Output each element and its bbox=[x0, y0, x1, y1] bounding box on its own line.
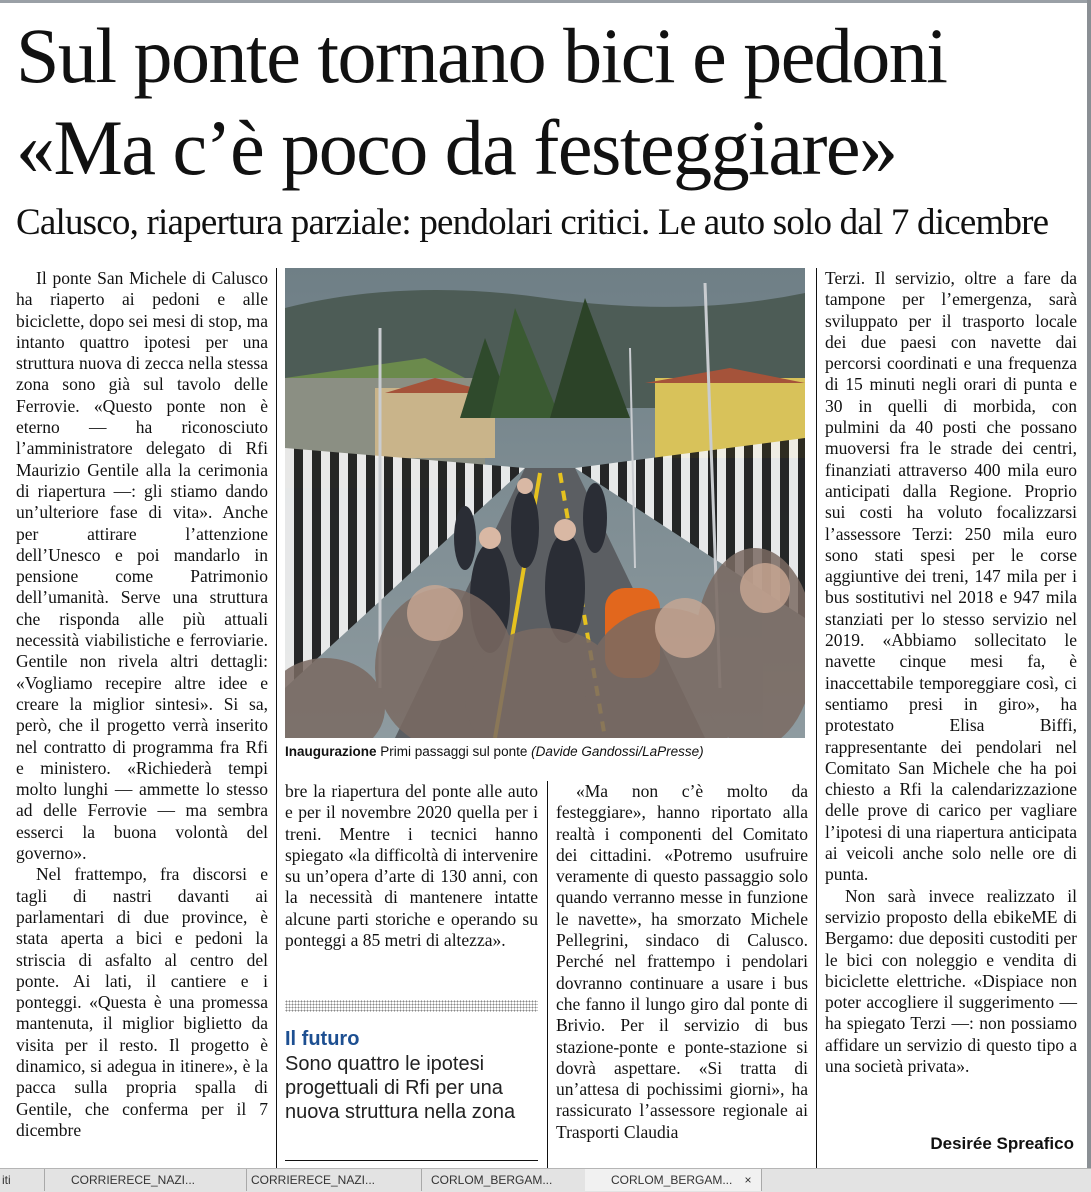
document-tab[interactable]: CORRIERECE_NAZI... bbox=[45, 1169, 247, 1191]
box-heading: Il futuro bbox=[285, 1028, 360, 1050]
caption-credit: (Davide Gandossi/LaPresse) bbox=[531, 744, 704, 759]
document-tab-active[interactable]: CORLOM_BERGAM... bbox=[585, 1169, 762, 1191]
paragraph: Nel frattempo, fra discorsi e tagli di nastri davanti ai parlamentari di due province, è stata aperta a bici e pedoni la striscia di asfalto al centro del ponte. Ai lati, il cantiere e i ponteggi. «Questa è una promessa mantenuta, il miglior biglietto da visita per il resto. Il progetto è dinamico, si adegua in itinere», è la pacca sulla propria spalla di Gentile, che conferma per il 7 dicembre bbox=[16, 864, 268, 1140]
headline bbox=[16, 10, 1086, 194]
author-byline: Desirée Spreafico bbox=[930, 1134, 1074, 1153]
paragraph: Il ponte San Michele di Calusco ha riaperto ai pedoni e alle biciclette, dopo sei mesi di stop, ma intanto quattro ipotesi per una struttura nuova di zecca nella stessa zona sono già sul tavolo delle Ferrovie. «Questo ponte non è eterno — ha riconosciuto l’amministratore delegato di Rfi Maurizio Gentile alla la cerimonia di riapertura —: gli stiamo dando un’ulteriore fase di vita». Anche per attirare l’attenzione dell’Unesco e poi mandarlo in pensione come Patrimonio dell’umanità. Serve una struttura che risponda alle più attuali necessità viabilistiche e ferroviarie. Gentile non rivela altri dettagli: «Vogliamo recepire altre idee e creare la miglior sintesi». Si sa, però, che il progetto verrà inserito nel contratto di programma fra Rfi e ministero. «Richiederà tempi molto lunghi — ammette lo stesso ad delle Ferrovie — ma sembra esserci la buona volontà del governo». bbox=[16, 268, 268, 864]
paragraph: «Ma non c’è molto da festeggiare», hanno riportato alla realtà i componenti del Comitato dei cittadini. «Potremo usufruire veramente di questo passaggio solo quando verranno messe in funzione le navette», ha smorzato Michele Pellegrini, sindaco di Calusco. Perché nel frattempo i pendolari dovranno continuare a usare i bus che fanno il lungo giro dal ponte di Brivio. Per il servizio di bus stazione-ponte e ponte-stazione si dovrà aspettare. «Si tratta di un’attesa di pochissimi giorni», ha rassicurato l’assessore regionale ai Trasporti Claudia bbox=[556, 781, 808, 1142]
right-border bbox=[1087, 0, 1091, 1168]
column-rule bbox=[276, 268, 277, 1168]
top-border bbox=[0, 0, 1091, 3]
article-column-3 bbox=[556, 781, 808, 1171]
subheadline: Calusco, riapertura parziale: pendolari critici. Le auto solo dal 7 dicembre bbox=[16, 202, 1049, 243]
column-rule bbox=[547, 781, 548, 1168]
headline-line-1: Sul ponte tornano bici e pedoni bbox=[16, 12, 947, 99]
box-text: Sono quattro le ipotesi progettuali di Rfi per una nuova struttura nella zona bbox=[285, 1053, 516, 1123]
article-column-4 bbox=[825, 268, 1077, 1077]
box-bottom-rule bbox=[285, 1160, 538, 1161]
news-photo bbox=[285, 268, 805, 738]
photo-caption bbox=[285, 743, 805, 761]
document-tab-bar bbox=[0, 1168, 1091, 1192]
sidebar-box bbox=[285, 1000, 538, 1172]
document-tab[interactable]: CORRIERECE_NAZI... bbox=[225, 1169, 422, 1191]
tab-close-icon[interactable]: × bbox=[744, 1173, 752, 1187]
paragraph: bre la riapertura del ponte alle auto e per il novembre 2020 quella per i treni. Mentre i tecnici hanno spiegato «la difficoltà di intervenire su un’opera d’arte di 130 anni, con la necessità di mantenere intatte alcune parti storiche e operando su ponteggi a 85 metri di altezza». bbox=[285, 781, 538, 951]
article-column-1 bbox=[16, 268, 268, 1168]
column-rule bbox=[816, 268, 817, 1168]
document-tab[interactable]: CORLOM_BERGAM... bbox=[405, 1169, 602, 1191]
headline-line-2: «Ma c’è poco da festeggiare» bbox=[16, 104, 897, 191]
caption-text: Primi passaggi sul ponte bbox=[376, 744, 532, 759]
caption-label: Inaugurazione bbox=[285, 744, 377, 759]
dotted-rule bbox=[285, 1000, 538, 1012]
paragraph: Terzi. Il servizio, oltre a fare da tampone per l’emergenza, sarà sviluppato per il trasporto locale dei due paesi con navette dai percorsi coordinati e una frequenza di 15 minuti negli orari di punta e 30 in quelli di morbida, con pulmini da 40 posti che possano muoversi fra le strade dei centri, finanziati attraverso 400 mila euro anticipati dalla Regione. Proprio sui costi ha voluto focalizzarsi l’assessore Terzi: 250 mila euro sono stati spesi per le corse aggiuntive dei treni, 147 mila per i bus sostitutivi nel 2018 e 947 mila stanziati per lo stesso servizio nel 2019. «Abbiamo sollecitato le navette cinque mesi fa, è inaccettabile temporeggiare così, ci sentiamo presi in giro», ha protestato Elisa Biffi, rappresentante dei pendolari nel Comitato San Michele che ha poi chiesto a Rfi la calendarizzazione delle prove di carico per vagliare l’ipotesi di una riapertura anticipata ai veicoli anche solo nelle ore di punta. bbox=[825, 268, 1077, 885]
document-tab[interactable]: iti bbox=[0, 1169, 45, 1191]
article-column-2 bbox=[285, 781, 538, 951]
paragraph: Non sarà invece realizzato il servizio proposto della ebikeME di Bergamo: due depositi custoditi per le bici con noleggio e vendita di biciclette elettriche. «Dispiace non poter accogliere il suggerimento — ha spiegato Terzi —: non possiamo affidare un servizio di questo tipo a una società privata». bbox=[825, 885, 1077, 1076]
